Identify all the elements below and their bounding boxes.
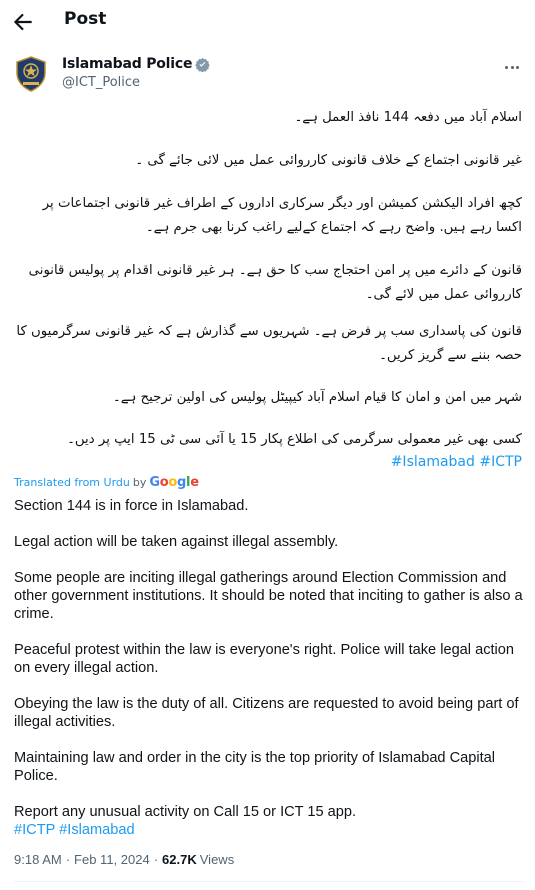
english-paragraph: Maintaining law and order in the city is the top priority of Islamabad Capital Police. (14, 750, 496, 784)
top-bar (0, 0, 535, 44)
verified-badge-icon (195, 57, 210, 72)
urdu-paragraph: اسلام آباد میں دفعہ 144 نافذ العمل ہے۔ (294, 110, 522, 125)
post-time[interactable]: 9:18 AM (14, 852, 62, 867)
translation-by-label: by (132, 475, 147, 489)
page-title: Post (64, 9, 107, 29)
divider (14, 881, 524, 882)
author-name[interactable]: Islamabad Police (62, 56, 193, 72)
views-label: Views (199, 852, 235, 867)
english-paragraph: Peaceful protest within the law is everyone's right. Police will take legal action on every illegal action. (14, 642, 515, 676)
post-author (14, 56, 524, 94)
post-meta (14, 852, 234, 867)
hashtag-link[interactable]: #Islamabad (59, 822, 135, 838)
translated-from-label: Translated from Urdu (14, 475, 130, 489)
separator-dot: · (65, 852, 71, 867)
english-paragraph: Obeying the law is the duty of all. Citizens are requested to avoid being part of illegal activities. (14, 696, 519, 730)
english-paragraph: Section 144 is in force in Islamabad. (14, 498, 249, 514)
english-paragraph: Some people are inciting illegal gatherings around Election Commission and other government institutions. It should be noted that inciting to gather is also a crime. (14, 570, 523, 622)
urdu-paragraph: کچھ افراد الیکشن کمیشن اور دیگر سرکاری اداروں کے اطراف غیر قانونی اجتماعات پر اکسا رہے ہیں. واضح رہے کہ اجتماع کےلیے راغب کرنا بھی جرم ہے۔ (42, 196, 522, 235)
back-arrow-icon[interactable] (10, 9, 36, 35)
english-paragraph: Legal action will be taken against illegal assembly. (14, 534, 339, 550)
hashtag-link[interactable]: #ICTP (14, 822, 56, 838)
urdu-hashtags (14, 451, 522, 473)
post-date[interactable]: Feb 11, 2024 (74, 852, 150, 867)
translation-attribution[interactable] (14, 474, 199, 490)
author-handle[interactable]: @ICT_Police (62, 75, 141, 90)
avatar[interactable] (14, 56, 48, 92)
urdu-paragraph: کسی بھی غیر معمولی سرگرمی کی اطلاع پکار 15 یا آئی سی ٹی 15 ایپ پر دیں۔ (67, 432, 522, 447)
urdu-paragraph: قانون کی پاسداری سب پر فرض ہے۔ شہریوں سے گذارش ہے کہ غیر قانونی سرگرمیوں کا حصہ بننے سے گریز کریں۔ (16, 324, 522, 363)
hashtag-link[interactable]: #Islamabad (390, 454, 475, 470)
hashtag-link[interactable]: #ICTP (479, 454, 522, 470)
english-paragraph: Report any unusual activity on Call 15 or ICT 15 app. (14, 804, 357, 820)
urdu-paragraph: غیر قانونی اجتماع کے خلاف قانونی کارروائی عمل میں لائی جائے گی ۔ (135, 153, 522, 168)
views-count: 62.7K (162, 852, 197, 867)
english-hashtags (14, 821, 135, 839)
more-options-icon[interactable] (500, 56, 524, 78)
urdu-paragraph: قانون کے دائرے میں پر امن احتجاج سب کا حق ہے۔ ہر غیر قانونی اقدام پر پولیس قانونی کارروائی عمل میں لائے گی۔ (28, 263, 522, 302)
separator-dot: · (153, 852, 159, 867)
urdu-paragraph: شہر میں امن و امان کا قیام اسلام آباد کیپیٹل پولیس کی اولین ترجیح ہے۔ (112, 390, 522, 405)
google-logo: Google (149, 474, 199, 490)
